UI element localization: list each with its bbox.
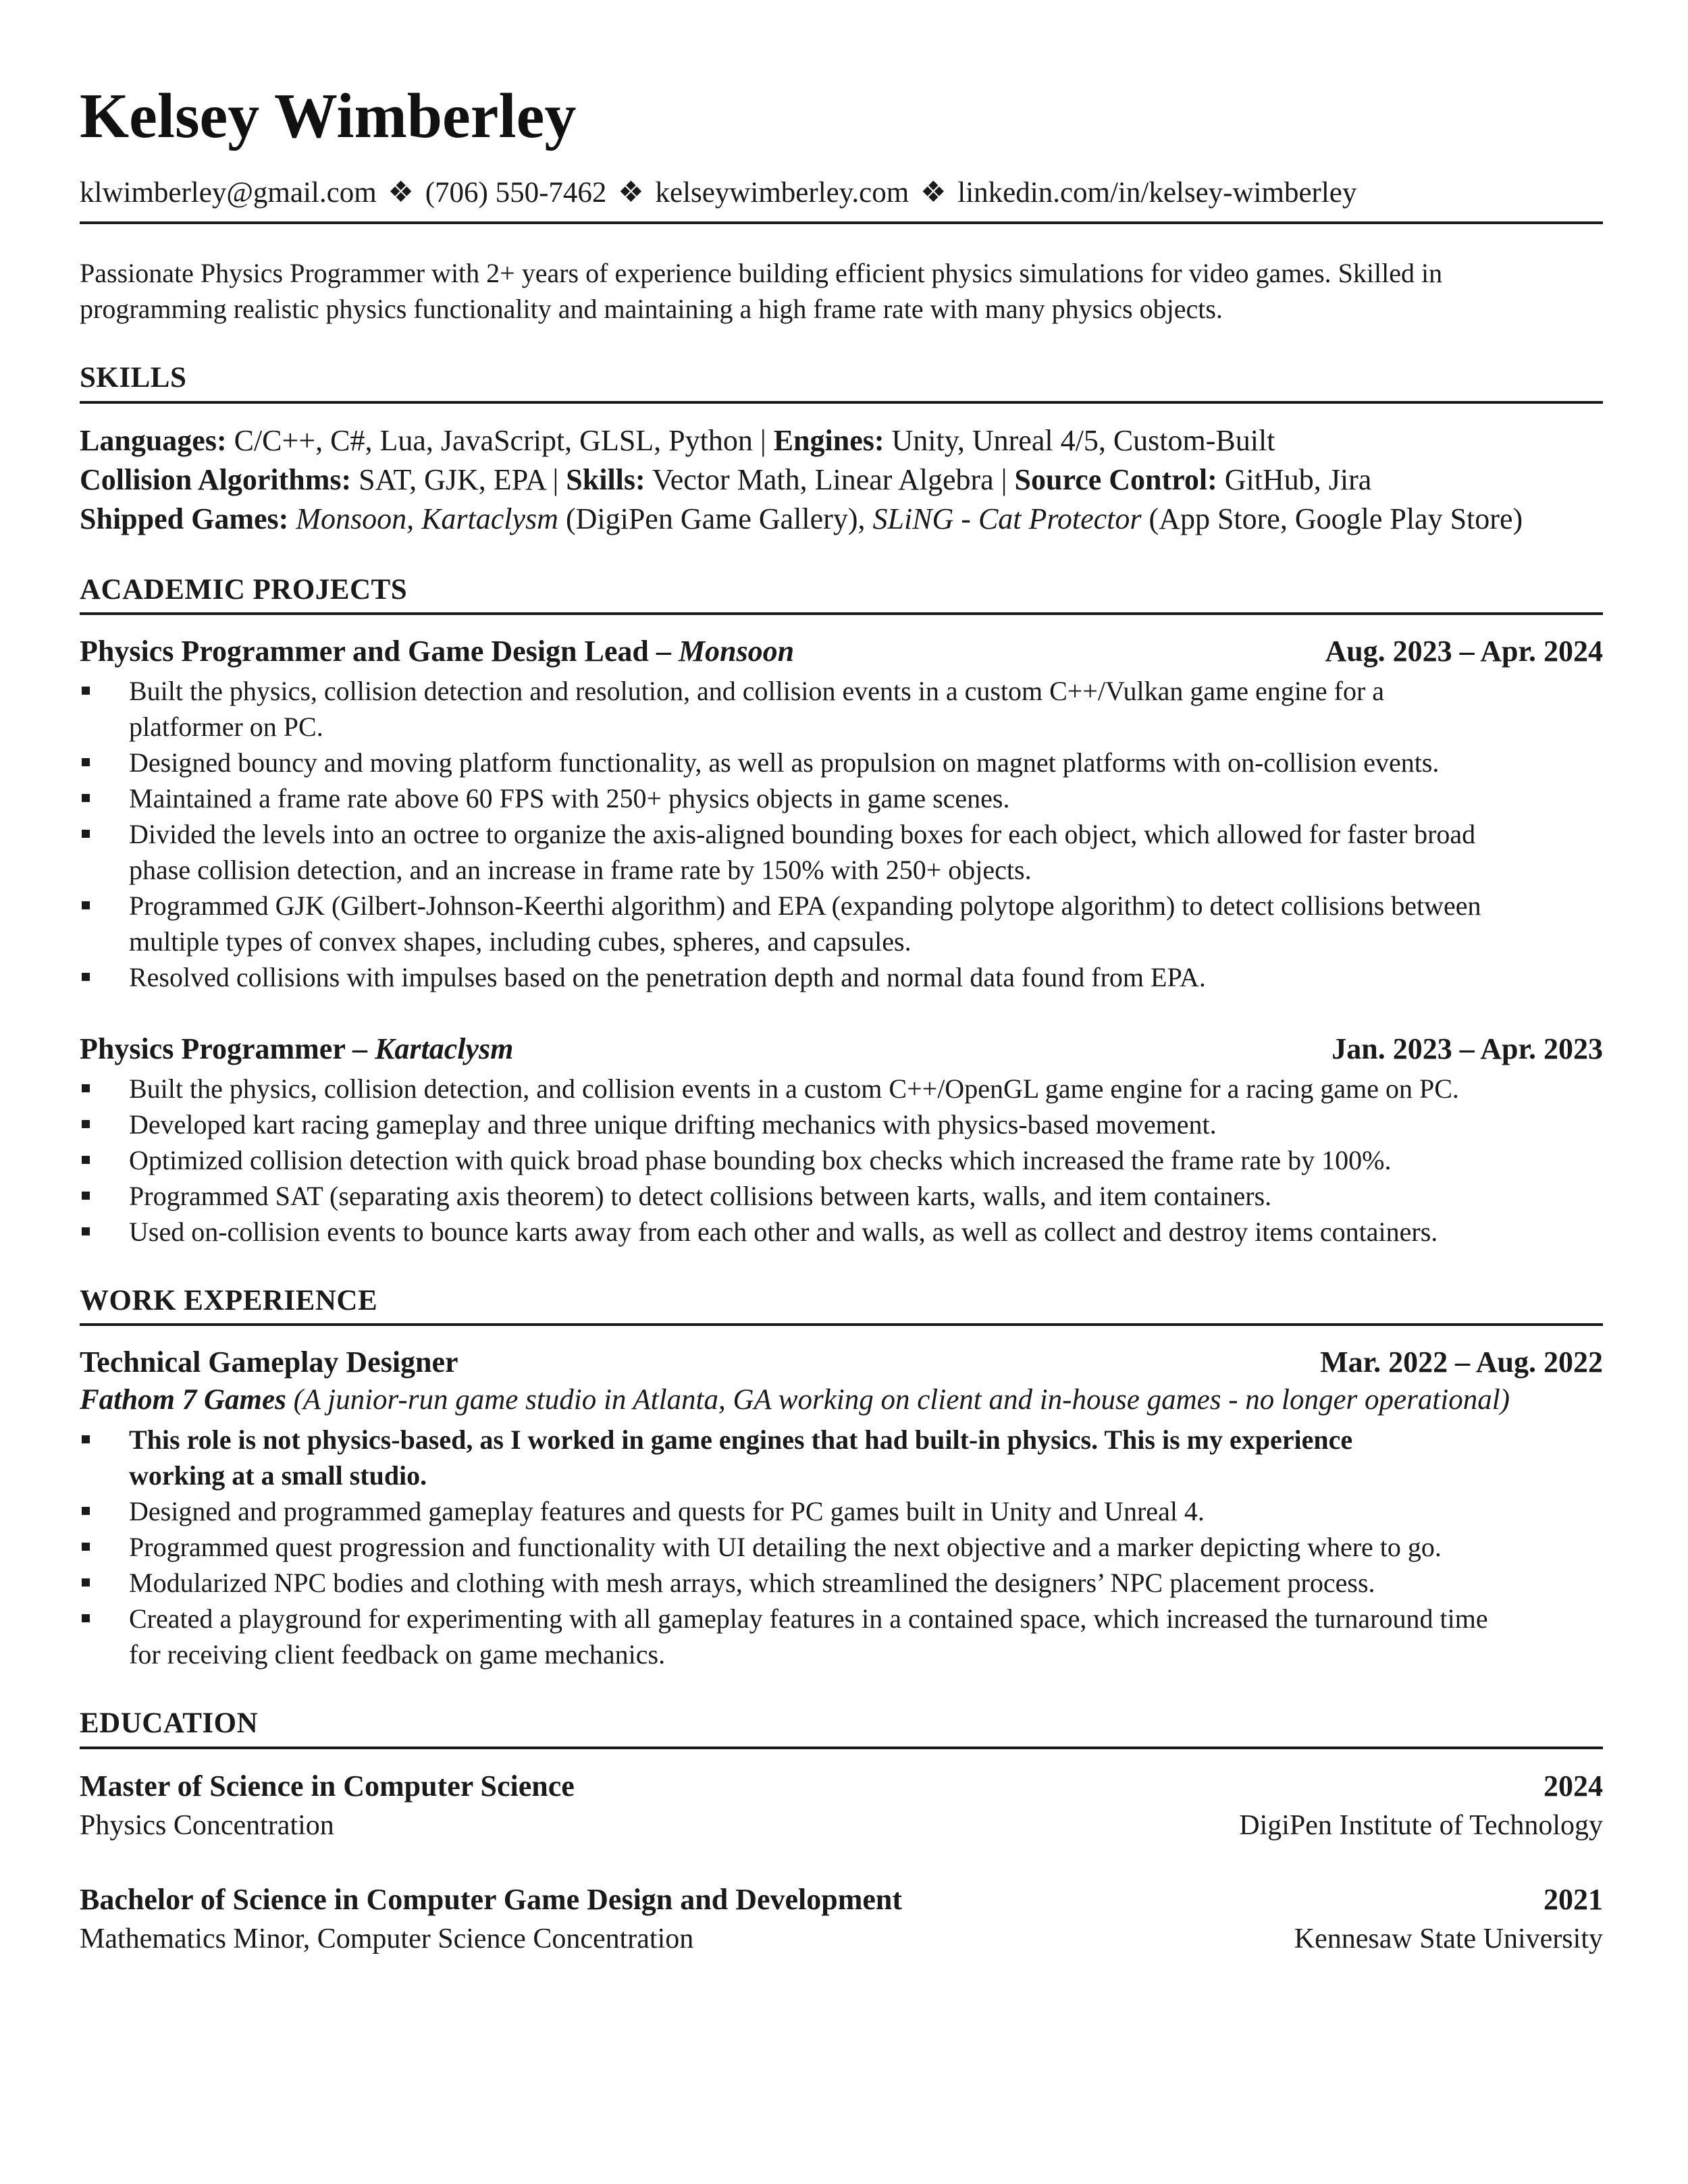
bullet-line: Developed kart racing gameplay and three unique drifting mechanics with physics-based movement. [129, 1109, 1217, 1140]
degree-concentration: Physics Concentration [80, 1809, 334, 1841]
section-title: ACADEMIC PROJECTS [80, 573, 408, 606]
education-detail [80, 1806, 1603, 1845]
bullet-icon [82, 1543, 90, 1551]
skill-label: Source Control: [1014, 462, 1217, 496]
list-item [80, 1493, 1603, 1529]
bullet-line: platformer on PC. [129, 712, 323, 743]
summary-line: programming realistic physics functionality and maintaining a high frame rate with many physics objects. [80, 294, 1223, 325]
bullet-line: Programmed quest progression and functionality with UI detailing the next objective and a marker depicting where to go. [129, 1532, 1442, 1563]
entry-header [80, 1343, 1603, 1381]
bullet-line: Divided the levels into an octree to organize the axis-aligned bounding boxes for each object, which allowed for faster broad [129, 819, 1476, 850]
separator-icon: ❖ [618, 177, 644, 209]
entry-header [80, 633, 1603, 670]
game-title: Monsoon, Kartaclysm [296, 502, 558, 535]
summary [80, 255, 1603, 327]
bullet-icon [82, 1435, 90, 1443]
skill-value: Unity, Unreal 4/5, Custom-Built [884, 423, 1275, 457]
bullet-icon [82, 1084, 90, 1092]
phone-number[interactable]: (706) 550-7462 [425, 177, 607, 209]
entry-dates: Aug. 2023 – Apr. 2024 [1325, 635, 1603, 668]
entry-dates: Jan. 2023 – Apr. 2023 [1331, 1032, 1603, 1066]
education-section [80, 1707, 1603, 1958]
entry-dates: Mar. 2022 – Aug. 2022 [1320, 1346, 1603, 1379]
list-item [80, 1529, 1603, 1565]
bullet-icon [82, 758, 90, 766]
game-title: SLiNG - Cat Protector [872, 502, 1142, 535]
bullet-icon [82, 1578, 90, 1587]
skills-section [80, 362, 1603, 538]
section-divider [80, 1747, 1603, 1749]
linkedin-link[interactable]: linkedin.com/in/kelsey-wimberley [957, 177, 1357, 209]
email-link[interactable]: klwimberley@gmail.com [80, 177, 377, 209]
list-item [80, 1142, 1603, 1178]
skills-line-collision [80, 460, 1603, 500]
list-item [80, 1214, 1603, 1250]
bullet-line: Built the physics, collision detection, and collision events in a custom C++/OpenGL game engine for a racing game on PC. [129, 1073, 1459, 1104]
skill-value: (App Store, Google Play Store) [1141, 502, 1523, 535]
project-role: Physics Programmer and Game Design Lead – [80, 635, 679, 668]
entry-title [80, 1030, 513, 1068]
list-item [80, 888, 1603, 959]
list-item [80, 816, 1603, 888]
project-entry-kartaclysm [80, 1030, 1603, 1250]
bullet-icon [82, 687, 90, 695]
bullet-line: Modularized NPC bodies and clothing with mesh arrays, which streamlined the designers’ NPC placement process. [129, 1568, 1375, 1599]
degree-year: 2021 [1544, 1882, 1603, 1916]
bullet-line: Resolved collisions with impulses based on the penetration depth and normal data found from EPA. [129, 962, 1206, 993]
bullet-line: phase collision detection, and an increase in frame rate by 150% with 250+ objects. [129, 855, 1032, 886]
bullet-line: multiple types of convex shapes, including cubes, spheres, and capsules. [129, 926, 912, 957]
skill-value: C/C++, C#, Lua, JavaScript, GLSL, Python | [226, 423, 774, 457]
school-name: Kennesaw State University [1294, 1923, 1603, 1954]
section-divider [80, 1323, 1603, 1326]
candidate-name: Kelsey Wimberley [80, 81, 577, 151]
list-item [80, 1178, 1603, 1214]
list-item [80, 673, 1603, 745]
section-title: SKILLS [80, 362, 187, 394]
bullet-line: Optimized collision detection with quick broad phase bounding box checks which increased the frame rate by 100%. [129, 1145, 1392, 1176]
school-name: DigiPen Institute of Technology [1239, 1809, 1603, 1841]
list-item [80, 959, 1603, 995]
bullet-line: Created a playground for experimenting with all gameplay features in a contained space, which increased the turnaround time [129, 1603, 1488, 1634]
list-item [80, 745, 1603, 780]
section-divider [80, 612, 1603, 615]
bullet-icon [82, 1120, 90, 1128]
bullet-icon [82, 1614, 90, 1622]
bullet-icon [82, 794, 90, 802]
bullet-icon [82, 1227, 90, 1235]
degree-name: Master of Science in Computer Science [80, 1769, 575, 1803]
list-item [80, 1107, 1603, 1142]
education-header [80, 1880, 1603, 1919]
separator-icon: ❖ [388, 177, 414, 209]
bullet-line: working at a small studio. [129, 1460, 427, 1491]
bullet-line: Designed bouncy and moving platform functionality, as well as propulsion on magnet platforms with on-collision events. [129, 747, 1440, 778]
bullet-line: for receiving client feedback on game mechanics. [129, 1639, 666, 1670]
job-title: Technical Gameplay Designer [80, 1346, 458, 1379]
entry-title [80, 633, 794, 670]
project-game: Kartaclysm [375, 1032, 514, 1066]
skills-line-languages [80, 421, 1603, 460]
resume-content [80, 81, 1603, 1959]
bullet-icon [82, 1156, 90, 1164]
skills-line-shipped [80, 500, 1603, 539]
company-line [80, 1381, 1603, 1419]
project-role: Physics Programmer – [80, 1032, 375, 1066]
degree-name: Bachelor of Science in Computer Game Design and Development [80, 1882, 903, 1916]
skill-label: Shipped Games: [80, 502, 289, 535]
skill-value: GitHub, Jira [1217, 462, 1372, 496]
section-title: EDUCATION [80, 1707, 259, 1740]
skills-list [80, 421, 1603, 539]
skill-label: Engines: [773, 423, 885, 457]
bullet-line: Programmed SAT (separating axis theorem) to detect collisions between karts, walls, and item containers. [129, 1181, 1272, 1212]
bullet-icon [82, 973, 90, 981]
degree-year: 2024 [1544, 1769, 1603, 1803]
skill-value: (DigiPen Game Gallery), [558, 502, 873, 535]
entry-header [80, 1030, 1603, 1068]
bullet-icon [82, 1507, 90, 1515]
academic-projects-section [80, 574, 1603, 1250]
company-description: (A junior-run game studio in Atlanta, GA working on client and in-house games - no longer operational) [286, 1384, 1510, 1416]
list-item [80, 1601, 1603, 1672]
separator-icon: ❖ [920, 177, 947, 209]
bullet-icon [82, 901, 90, 909]
section-divider [80, 401, 1603, 404]
header-divider [80, 221, 1603, 224]
degree-concentration: Mathematics Minor, Computer Science Concentration [80, 1923, 694, 1954]
project-entry-monsoon [80, 633, 1603, 995]
list-item [80, 1565, 1603, 1601]
bullet-line: This role is not physics-based, as I worked in game engines that had built-in physics. This is my experience [129, 1424, 1353, 1456]
skill-value: Vector Math, Linear Algebra | [645, 462, 1015, 496]
website-link[interactable]: kelseywimberley.com [655, 177, 909, 209]
skill-label: Skills: [566, 462, 645, 496]
bullet-line: Built the physics, collision detection and resolution, and collision events in a custom C++/Vulkan game engine for a [129, 676, 1385, 707]
bullet-line: Programmed GJK (Gilbert-Johnson-Keerthi algorithm) and EPA (expanding polytope algorithm) to detect collisions between [129, 890, 1481, 922]
list-item [80, 1071, 1603, 1107]
bullet-icon [82, 830, 90, 838]
education-entry-masters [80, 1767, 1603, 1845]
education-entry-bachelors [80, 1880, 1603, 1959]
bullet-list [80, 1422, 1603, 1672]
work-experience-section [80, 1285, 1603, 1672]
skill-label: Collision Algorithms: [80, 462, 352, 496]
company-name: Fathom 7 Games [80, 1384, 286, 1416]
work-entry [80, 1343, 1603, 1672]
section-title: WORK EXPERIENCE [80, 1285, 378, 1317]
bullet-line: Designed and programmed gameplay features and quests for PC games built in Unity and Unreal 4. [129, 1496, 1205, 1527]
bullet-list [80, 673, 1603, 995]
project-game: Monsoon [678, 635, 795, 668]
bullet-line: Used on-collision events to bounce karts away from each other and walls, as well as collect and destroy items containers. [129, 1217, 1438, 1248]
bullet-list [80, 1071, 1603, 1250]
skill-value: SAT, GJK, EPA | [351, 462, 566, 496]
summary-line: Passionate Physics Programmer with 2+ years of experience building efficient physics simulations for video games. Skilled in [80, 258, 1443, 289]
skill-label: Languages: [80, 423, 227, 457]
education-header [80, 1767, 1603, 1806]
list-item [80, 780, 1603, 816]
education-detail [80, 1919, 1603, 1959]
bullet-line: Maintained a frame rate above 60 FPS with 250+ physics objects in game scenes. [129, 783, 1010, 814]
contact-line [80, 176, 1603, 209]
bullet-icon [82, 1192, 90, 1200]
list-item [80, 1422, 1603, 1493]
